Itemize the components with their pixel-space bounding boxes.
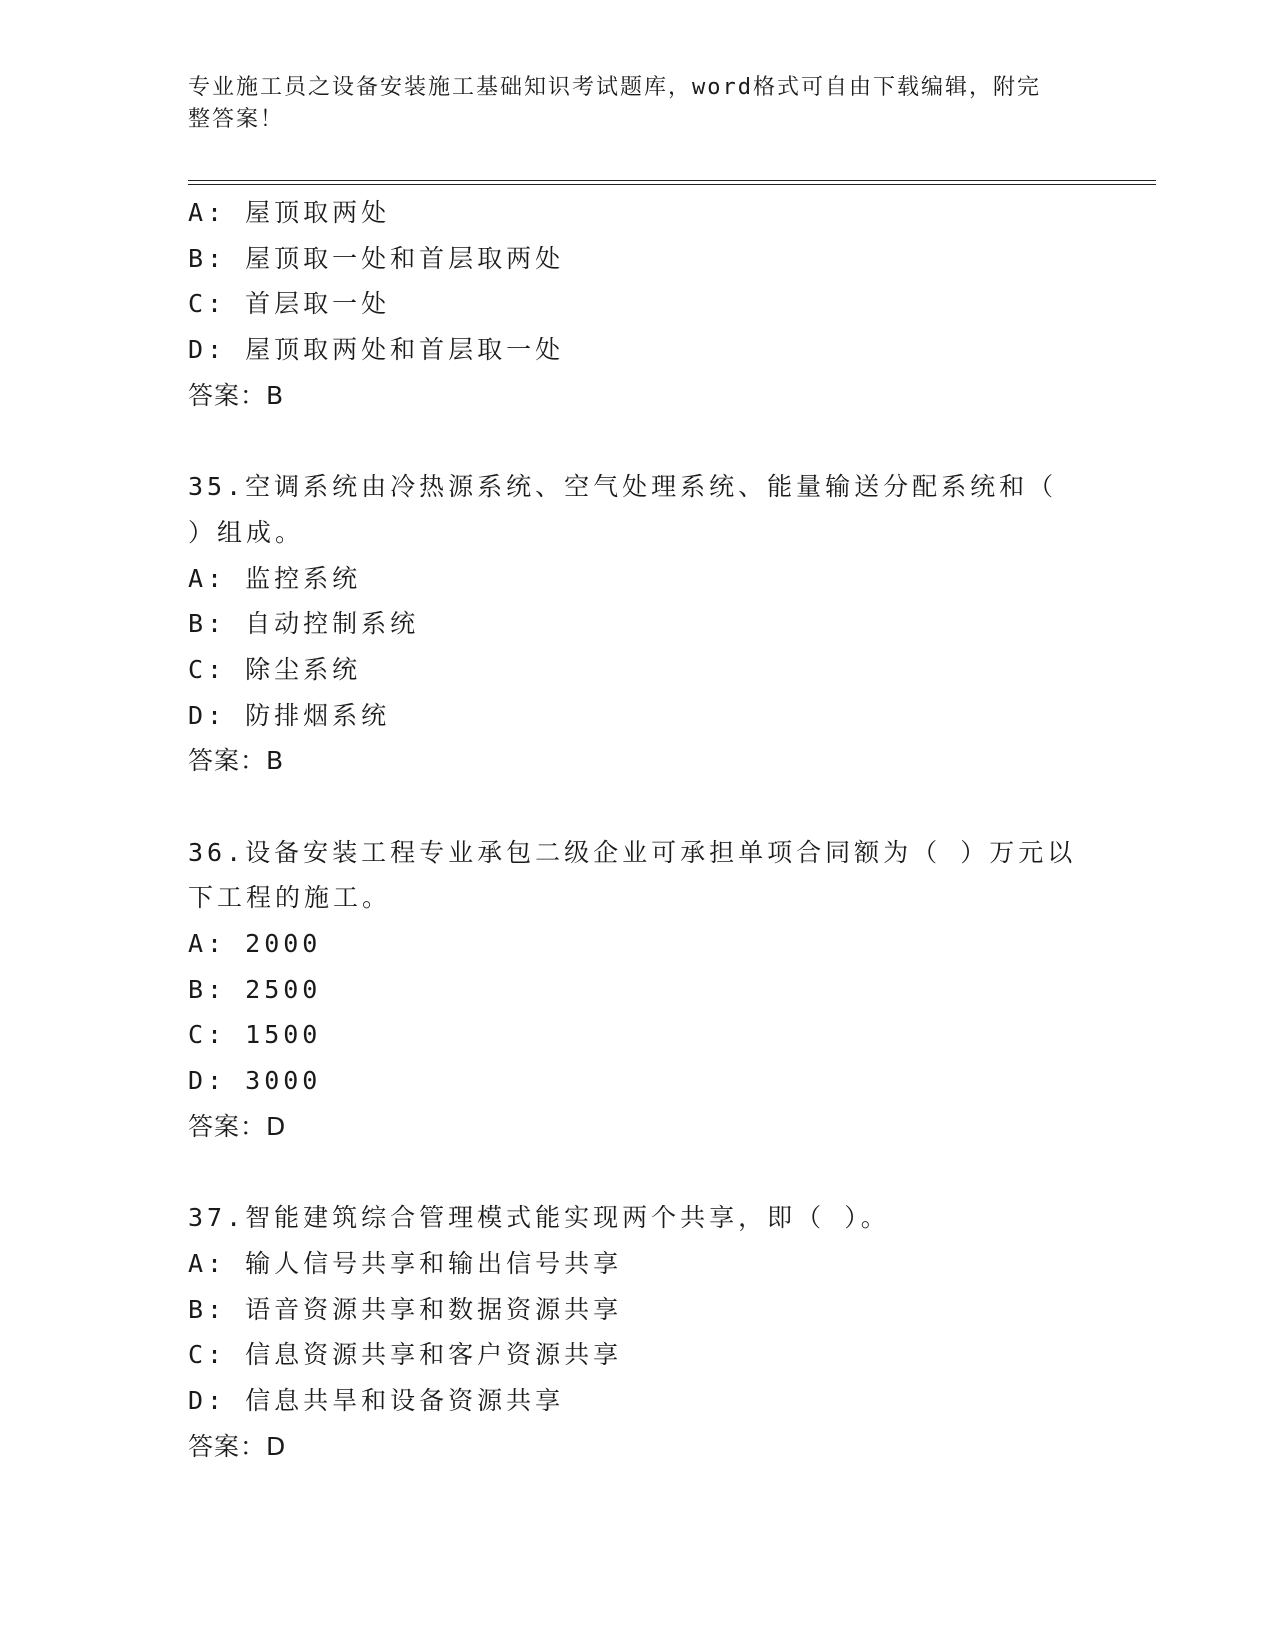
option-c: C: 信息资源共享和客户资源共享 [188,1340,623,1370]
question-36 [188,830,1088,1150]
answer: 答案：B [188,746,285,776]
option-a: A: 输人信号共享和输出信号共享 [188,1248,623,1278]
spacer [188,1149,1088,1195]
option-d: D: 屋顶取两处和首层取一处 [188,335,565,365]
answer: 答案：D [188,1111,287,1141]
option-b: B: 语音资源共享和数据资源共享 [188,1294,623,1324]
option-b: B: 2500 [188,974,322,1004]
option-d: D: 3000 [188,1066,322,1096]
option-b: B: 自动控制系统 [188,609,420,639]
option-c: C: 除尘系统 [188,654,362,684]
question-34 [188,190,1088,418]
spacer [188,784,1088,830]
answer: 答案：B [188,380,285,410]
question-stem: 37.智能建筑综合管理模式能实现两个共享，即（ ）。 [188,1203,890,1233]
question-stem: 36.设备安装工程专业承包二级企业可承担单项合同额为（ ）万元以 [188,837,1077,867]
document-header [188,72,1068,136]
option-a: A: 2000 [188,929,322,958]
question-35 [188,464,1088,784]
header-line-1: 专业施工员之设备安装施工基础知识考试题库，word格式可自由下载编辑，附完 [188,75,1041,100]
question-stem: 35.空调系统由冷热源系统、空气处理系统、能量输送分配系统和（ [188,472,1058,502]
option-b: B: 屋顶取一处和首层取两处 [188,243,565,273]
header-divider [188,180,1156,185]
option-d: D: 信息共旱和设备资源共享 [188,1385,565,1415]
option-d: D: 防排烟系统 [188,700,391,730]
spacer [188,418,1088,464]
option-c: C: 1500 [188,1020,322,1050]
option-c: C: 首层取一处 [188,289,391,319]
answer: 答案：D [188,1431,287,1461]
question-stem-continued: 下工程的施工。 [188,883,392,913]
question-stem-continued: ）组成。 [188,517,305,547]
option-a: A: 监控系统 [188,563,362,593]
question-37 [188,1195,1088,1469]
option-a: A: 屋顶取两处 [188,198,391,227]
header-line-2: 整答案！ [188,107,285,132]
question-list [188,190,1088,1469]
